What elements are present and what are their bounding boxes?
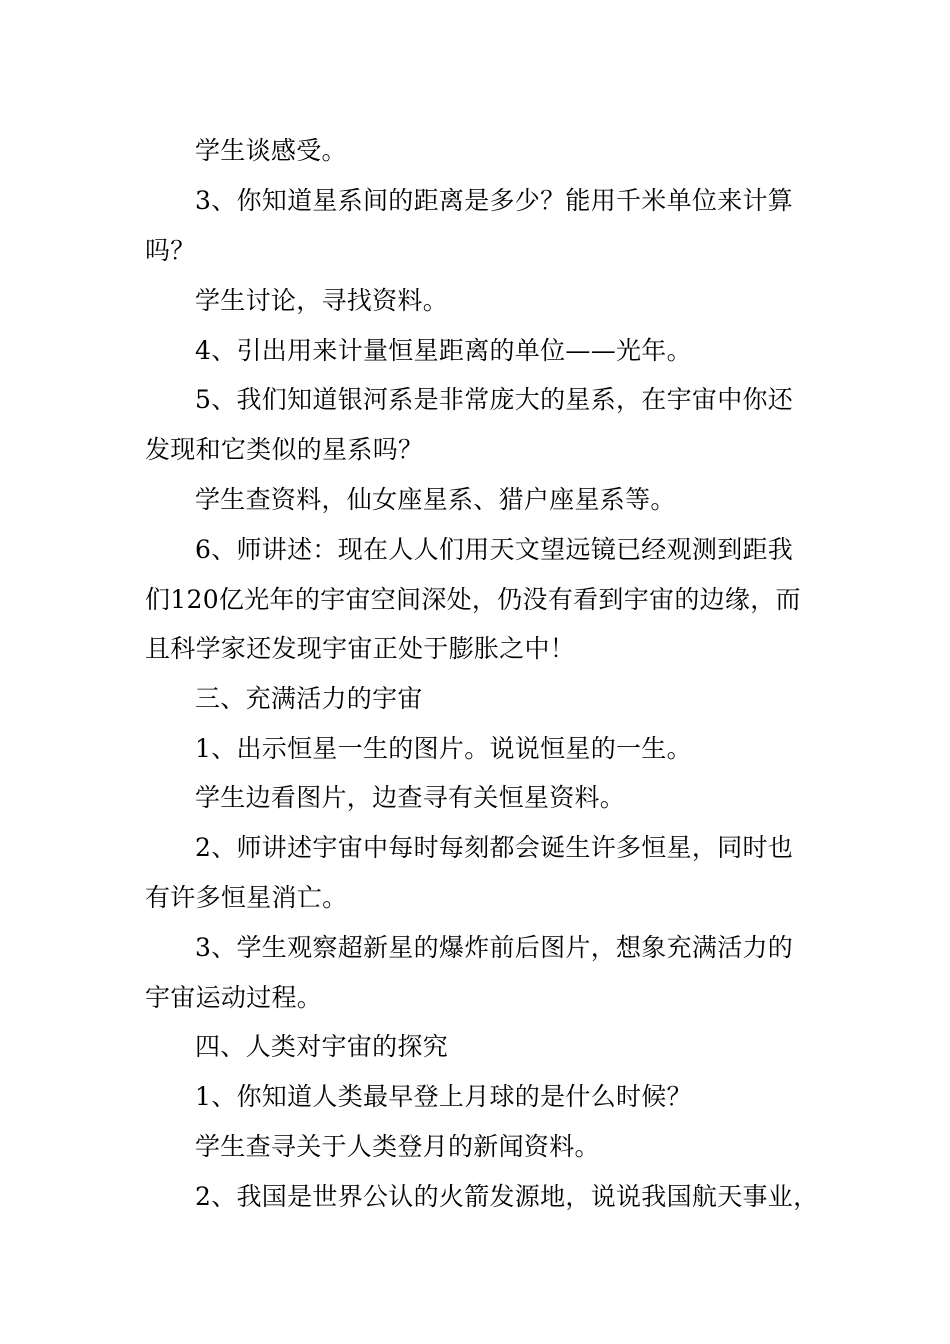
section-heading: 三、充满活力的宇宙 bbox=[195, 684, 423, 713]
paragraph-line: 2、师讲述宇宙中每时每刻都会诞生许多恒星，同时也 bbox=[195, 833, 794, 862]
paragraph-line: 6、师讲述：现在人人们用天文望远镜已经观测到距我 bbox=[195, 535, 794, 564]
paragraph-line: 发现和它类似的星系吗？ bbox=[145, 435, 424, 464]
paragraph-line: 学生谈感受。 bbox=[195, 136, 347, 165]
paragraph-line: 2、我国是世界公认的火箭发源地，说说我国航天事业， bbox=[195, 1182, 819, 1211]
paragraph-line: 1、你知道人类最早登上月球的是什么时候？ bbox=[195, 1082, 692, 1111]
paragraph-line: 们120亿光年的宇宙空间深处，仍没有看到宇宙的边缘，而 bbox=[145, 585, 801, 614]
paragraph-line: 学生查寻关于人类登月的新闻资料。 bbox=[195, 1132, 600, 1161]
paragraph-line: 5、我们知道银河系是非常庞大的星系，在宇宙中你还 bbox=[195, 385, 794, 414]
paragraph-line: 吗？ bbox=[145, 236, 196, 265]
paragraph-line: 4、引出用来计量恒星距离的单位——光年。 bbox=[195, 336, 692, 365]
paragraph-line: 3、学生观察超新星的爆炸前后图片，想象充满活力的 bbox=[195, 933, 794, 962]
paragraph-line: 学生边看图片，边查寻有关恒星资料。 bbox=[195, 783, 626, 812]
paragraph-line: 3、你知道星系间的距离是多少？能用千米单位来计算 bbox=[195, 186, 794, 215]
paragraph-line: 1、出示恒星一生的图片。说说恒星的一生。 bbox=[195, 734, 692, 763]
paragraph-line: 宇宙运动过程。 bbox=[145, 983, 323, 1012]
paragraph-line: 学生讨论，寻找资料。 bbox=[195, 286, 449, 315]
paragraph-line: 且科学家还发现宇宙正处于膨胀之中！ bbox=[145, 634, 576, 663]
paragraph-line: 有许多恒星消亡。 bbox=[145, 883, 348, 912]
paragraph-line: 学生查资料，仙女座星系、猎户座星系等。 bbox=[195, 485, 676, 514]
section-heading: 四、人类对宇宙的探究 bbox=[195, 1032, 449, 1061]
